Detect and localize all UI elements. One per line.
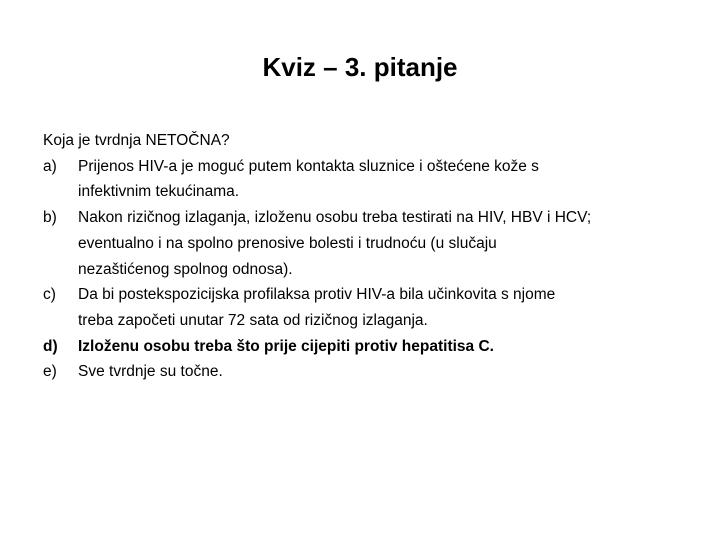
option-text-line: Nakon rizičnog izlaganja, izloženu osobu treba testirati na HIV, HBV i HCV;: [78, 209, 592, 227]
option-a: [43, 154, 683, 205]
answer-options: [43, 154, 683, 385]
option-text-line: Prijenos HIV-a je moguć putem kontakta sluznice i oštećene kože s: [78, 157, 539, 175]
question-text: Koja je tvrdnja NETOČNA?: [43, 132, 230, 149]
option-text-line: treba započeti unutar 72 sata od rizičnog izlaganja.: [78, 311, 428, 329]
option-text-line: infektivnim tekućinama.: [78, 183, 240, 201]
option-marker: a): [43, 157, 57, 175]
option-text-line: Izloženu osobu treba što prije cijepiti protiv hepatitisa C.: [78, 337, 494, 355]
option-marker: b): [43, 209, 57, 227]
option-text-line: Da bi postekspozicijska profilaksa protiv HIV-a bila učinkovita s njome: [78, 286, 556, 304]
option-e: [43, 359, 683, 385]
slide-content: [43, 128, 683, 385]
slide-title: Kviz – 3. pitanje: [262, 52, 458, 82]
option-d: [43, 334, 683, 360]
option-marker: d): [43, 337, 58, 355]
option-marker: e): [43, 363, 57, 381]
option-b: [43, 205, 683, 282]
option-text-line: eventualno i na spolno prenosive bolesti i trudnoću (u slučaju: [78, 234, 497, 252]
option-c: [43, 282, 683, 333]
option-marker: c): [43, 286, 56, 304]
option-text-line: Sve tvrdnje su točne.: [78, 363, 223, 381]
option-text-line: nezaštićenog spolnog odnosa).: [78, 260, 293, 278]
